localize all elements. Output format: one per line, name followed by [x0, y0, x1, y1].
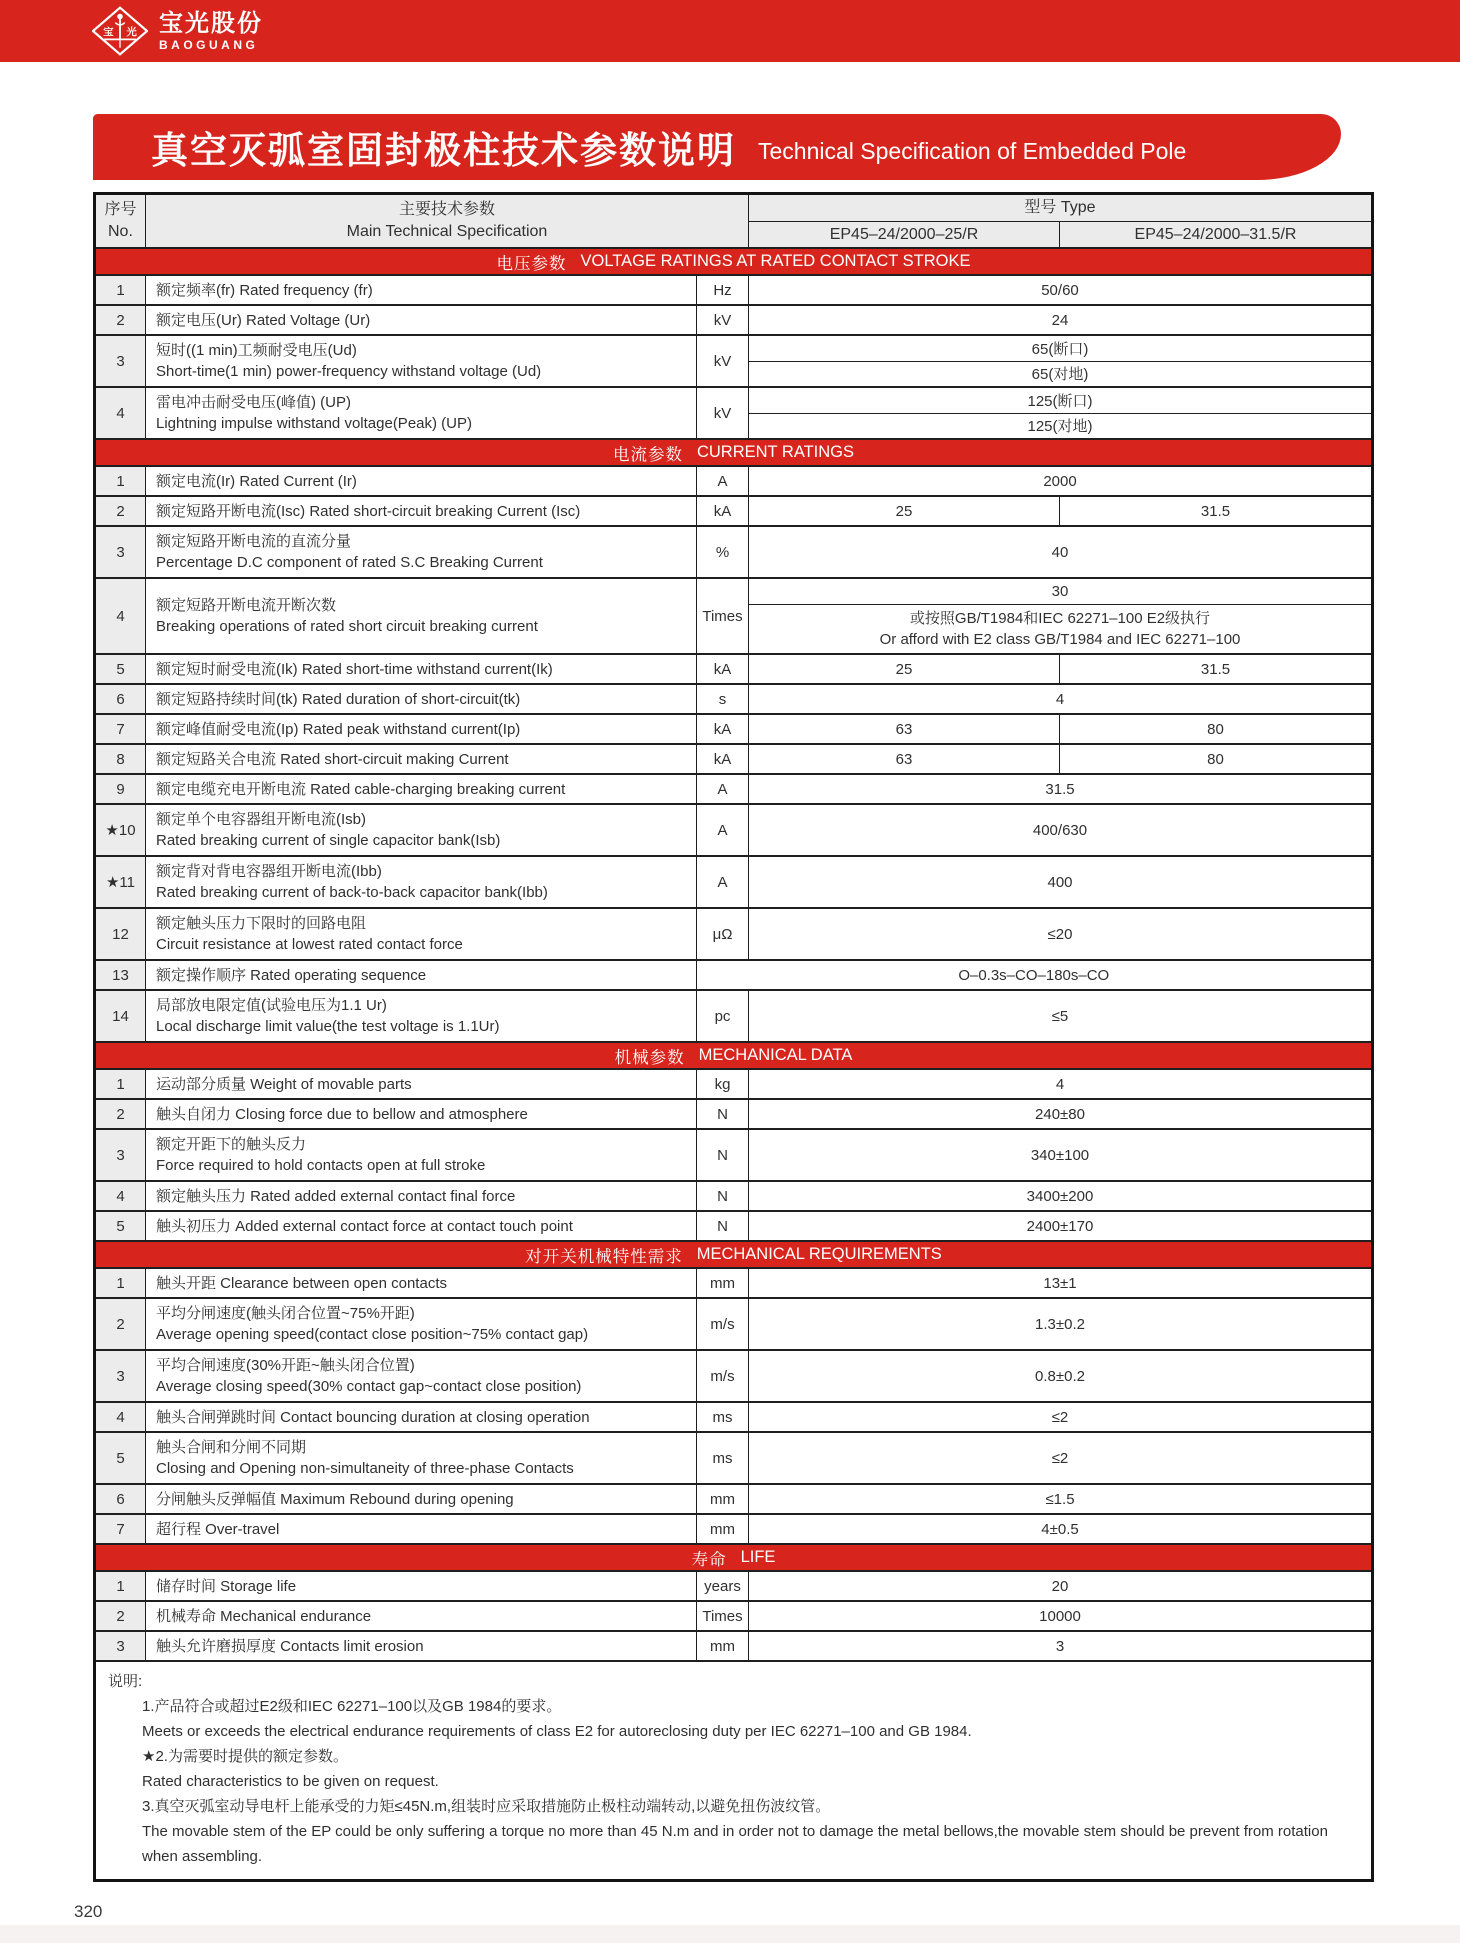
- row-number: 5: [96, 655, 146, 683]
- table-row: [96, 1070, 1371, 1100]
- row-value: 2000: [1043, 472, 1077, 490]
- row-number: 3: [96, 1351, 146, 1401]
- row-label: 触头合闸弹跳时间 Contact bouncing duration at closing operation: [146, 1403, 697, 1431]
- row-label: 额定短时耐受电流(Ik) Rated short-time withstand current(Ik): [146, 655, 697, 683]
- row-number: 13: [96, 961, 146, 989]
- row-label: 触头开距 Clearance between open contacts: [146, 1269, 697, 1297]
- row-value-merged: O–0.3s–CO–180s–CO: [958, 966, 1110, 984]
- row-value: 4: [1055, 690, 1065, 708]
- spec-table: [93, 192, 1374, 1882]
- table-row: [96, 1351, 1371, 1403]
- table-row: [96, 1403, 1371, 1433]
- table-row: [96, 857, 1371, 909]
- row-label: 触头自闭力 Closing force due to bellow and atmosphere: [146, 1100, 697, 1128]
- row-unit: ms: [697, 1433, 749, 1483]
- row-value: 13±1: [1043, 1274, 1077, 1292]
- table-row: [96, 1182, 1371, 1212]
- row-unit: N: [697, 1182, 749, 1210]
- row-number: 8: [96, 745, 146, 773]
- row-value-type2: 80: [1207, 750, 1224, 768]
- table-row: [96, 388, 1371, 440]
- row-unit: m/s: [697, 1351, 749, 1401]
- table-row: [96, 1485, 1371, 1515]
- table-row: [96, 655, 1371, 685]
- row-number: 3: [96, 527, 146, 577]
- table-row: [96, 775, 1371, 805]
- row-value: 400: [1047, 873, 1073, 891]
- row-unit: N: [697, 1100, 749, 1128]
- row-unit: N: [697, 1212, 749, 1240]
- row-value: 1.3±0.2: [1035, 1315, 1085, 1333]
- page-title-banner: [93, 114, 1341, 180]
- row-number: 1: [96, 467, 146, 495]
- row-value: 31.5: [1045, 780, 1075, 798]
- row-unit: kA: [697, 745, 749, 773]
- section-bar-mechanical-data: 机械参数 MECHANICAL DATA: [96, 1043, 1371, 1070]
- row-value: 4: [1055, 1075, 1065, 1093]
- row-unit: kA: [697, 497, 749, 525]
- header-type-2: EP45–24/2000–31.5/R: [1134, 225, 1297, 243]
- row-value: ≤2: [1051, 1449, 1069, 1467]
- table-row: [96, 1572, 1371, 1602]
- row-number: 5: [96, 1433, 146, 1483]
- row-number: 2: [96, 306, 146, 334]
- table-row: [96, 1212, 1371, 1242]
- section-bar-mechanical-requirements: 对开关机械特性需求 MECHANICAL REQUIREMENTS: [96, 1242, 1371, 1269]
- table-row: [96, 306, 1371, 336]
- row-label: 平均合闸速度(30%开距~触头闭合位置) Average closing speed(30% contact gap~contact close position): [146, 1351, 697, 1401]
- table-row: [96, 467, 1371, 497]
- header-type-1: EP45–24/2000–25/R: [749, 222, 1060, 247]
- row-value: ≤20: [1047, 925, 1073, 943]
- table-row: [96, 1433, 1371, 1485]
- row-number: 2: [96, 1299, 146, 1349]
- row-value-type2: 31.5: [1200, 502, 1231, 520]
- row-value: 20: [1051, 1577, 1069, 1595]
- table-row: [96, 909, 1371, 961]
- row-number: 9: [96, 775, 146, 803]
- row-number: 4: [96, 579, 146, 653]
- row-value-stack: 65(断口) 65(对地): [749, 336, 1371, 386]
- row-label: 额定短路关合电流 Rated short-circuit making Current: [146, 745, 697, 773]
- row-label: 局部放电限定值(试验电压为1.1 Ur) Local discharge limit value(the test voltage is 1.1Ur): [146, 991, 697, 1041]
- note-line: ★2.为需要时提供的额定参数。: [142, 1748, 348, 1765]
- row-value-stack: 30 或按照GB/T1984和IEC 62271–100 E2级执行 Or afford with E2 class GB/T1984 and IEC 62271–100: [749, 579, 1371, 653]
- row-value: ≤5: [1051, 1007, 1069, 1025]
- row-value-type1: 63: [749, 745, 1060, 773]
- table-row: [96, 1130, 1371, 1182]
- row-value: 10000: [1039, 1607, 1081, 1625]
- table-row: [96, 497, 1371, 527]
- row-value-type1: 63: [749, 715, 1060, 743]
- section-bar-current: 电流参数 CURRENT RATINGS: [96, 440, 1371, 467]
- row-label: 分闸触头反弹幅值 Maximum Rebound during opening: [146, 1485, 697, 1513]
- row-unit: pc: [697, 991, 749, 1041]
- table-row: [96, 745, 1371, 775]
- row-label: 短时((1 min)工频耐受电压(Ud) Short-time(1 min) power-frequency withstand voltage (Ud): [146, 336, 697, 386]
- row-unit: N: [697, 1130, 749, 1180]
- row-label: 雷电冲击耐受电压(峰值) (UP) Lightning impulse withstand voltage(Peak) (UP): [146, 388, 697, 438]
- row-label: 额定峰值耐受电流(Ip) Rated peak withstand current(Ip): [146, 715, 697, 743]
- table-row: [96, 527, 1371, 579]
- row-value-type1: 25: [749, 655, 1060, 683]
- row-unit: A: [697, 467, 749, 495]
- row-value: 4±0.5: [1041, 1520, 1079, 1538]
- row-unit: kV: [697, 306, 749, 334]
- row-label: 额定电缆充电开断电流 Rated cable-charging breaking current: [146, 775, 697, 803]
- row-number: 1: [96, 276, 146, 304]
- row-label: 额定短路持续时间(tk) Rated duration of short-circuit(tk): [146, 685, 697, 713]
- row-unit: years: [697, 1572, 749, 1600]
- row-number: 2: [96, 497, 146, 525]
- row-label: 运动部分质量 Weight of movable parts: [146, 1070, 697, 1098]
- note-line: Meets or exceeds the electrical endurance requirements of class E2 for autoreclosing duty per IEC 62271–100 and GB 1984.: [142, 1723, 972, 1740]
- row-number: 2: [96, 1602, 146, 1630]
- table-row: [96, 685, 1371, 715]
- row-value: 24: [1051, 311, 1069, 329]
- svg-text:宝: 宝: [103, 27, 114, 39]
- table-row: [96, 991, 1371, 1043]
- row-number: 2: [96, 1100, 146, 1128]
- row-label: 额定开距下的触头反力 Force required to hold contacts open at full stroke: [146, 1130, 697, 1180]
- note-line: Rated characteristics to be given on request.: [142, 1773, 439, 1790]
- row-unit: s: [697, 685, 749, 713]
- row-label: 超行程 Over-travel: [146, 1515, 697, 1543]
- row-value: 3400±200: [1026, 1187, 1094, 1205]
- table-row: [96, 1632, 1371, 1662]
- row-number: 7: [96, 715, 146, 743]
- row-unit: Hz: [697, 276, 749, 304]
- row-label: 额定单个电容器组开断电流(Isb) Rated breaking current of single capacitor bank(Isb): [146, 805, 697, 855]
- row-number: 1: [96, 1572, 146, 1600]
- table-row: [96, 579, 1371, 655]
- row-unit: ms: [697, 1403, 749, 1431]
- row-unit: %: [697, 527, 749, 577]
- row-label: 额定频率(fr) Rated frequency (fr): [146, 276, 697, 304]
- row-unit: kg: [697, 1070, 749, 1098]
- row-number: 3: [96, 336, 146, 386]
- row-value-type1: 25: [749, 497, 1060, 525]
- row-unit: mm: [697, 1485, 749, 1513]
- section-bar-life: 寿命 LIFE: [96, 1545, 1371, 1572]
- row-number: 1: [96, 1070, 146, 1098]
- row-value: 340±100: [1030, 1146, 1090, 1164]
- page-title-en: Technical Specification of Embedded Pole: [758, 137, 1187, 164]
- row-number: 3: [96, 1130, 146, 1180]
- row-label: 额定短路开断电流开断次数 Breaking operations of rated short circuit breaking current: [146, 579, 697, 653]
- top-brand-bar: [0, 0, 1460, 62]
- note-line: 1.产品符合或超过E2级和IEC 62271–100以及GB 1984的要求。: [142, 1698, 562, 1715]
- row-number: 12: [96, 909, 146, 959]
- baoguang-diamond-logo-icon: [92, 6, 148, 56]
- baoguang-logo: [92, 6, 263, 56]
- table-row: [96, 1515, 1371, 1545]
- row-label: 机械寿命 Mechanical endurance: [146, 1602, 697, 1630]
- row-value: 3: [1055, 1637, 1065, 1655]
- footer-strip: [0, 1925, 1460, 1943]
- row-value: 40: [1051, 543, 1069, 561]
- row-number: 5: [96, 1212, 146, 1240]
- row-unit: A: [697, 775, 749, 803]
- section-bar-voltage: 电压参数 VOLTAGE RATINGS AT RATED CONTACT STROKE: [96, 249, 1371, 276]
- table-row: [96, 1299, 1371, 1351]
- table-row: [96, 715, 1371, 745]
- note-line: The movable stem of the EP could be only suffering a torque no more than 45 N.m and in order not to damage the metal bellows,the movable stem should be prevent from rotation when assembling.: [142, 1823, 1328, 1865]
- table-row: [96, 805, 1371, 857]
- header-main-spec: 主要技术参数 Main Technical Specification: [146, 195, 749, 247]
- row-label: 额定电流(Ir) Rated Current (Ir): [146, 467, 697, 495]
- row-label: 额定操作顺序 Rated operating sequence: [146, 961, 697, 989]
- row-label: 触头允许磨损厚度 Contacts limit erosion: [146, 1632, 697, 1660]
- table-row: [96, 336, 1371, 388]
- row-value-stack: 125(断口) 125(对地): [749, 388, 1371, 438]
- row-unit: μΩ: [697, 909, 749, 959]
- row-label: 平均分闸速度(触头闭合位置~75%开距) Average opening speed(contact close position~75% contact gap): [146, 1299, 697, 1349]
- row-number: 6: [96, 685, 146, 713]
- row-number: 3: [96, 1632, 146, 1660]
- row-unit: kA: [697, 655, 749, 683]
- notes-block: [96, 1662, 1371, 1879]
- row-number: 4: [96, 1182, 146, 1210]
- table-row: [96, 276, 1371, 306]
- row-unit: Times: [697, 579, 749, 653]
- row-label: 触头初压力 Added external contact force at contact touch point: [146, 1212, 697, 1240]
- row-unit: m/s: [697, 1299, 749, 1349]
- row-number: 14: [96, 991, 146, 1041]
- row-label: 储存时间 Storage life: [146, 1572, 697, 1600]
- header-type-group: [749, 195, 1371, 247]
- svg-text:光: 光: [126, 27, 137, 39]
- row-number: 6: [96, 1485, 146, 1513]
- row-unit: mm: [697, 1632, 749, 1660]
- table-row: [96, 1269, 1371, 1299]
- row-unit: Times: [697, 1602, 749, 1630]
- table-row: [96, 1100, 1371, 1130]
- row-label: 额定触头压力 Rated added external contact final force: [146, 1182, 697, 1210]
- row-unit: kV: [697, 388, 749, 438]
- row-unit: A: [697, 857, 749, 907]
- brand-name-zh: 宝光股份: [159, 10, 263, 38]
- row-unit: kA: [697, 715, 749, 743]
- row-label: 额定电压(Ur) Rated Voltage (Ur): [146, 306, 697, 334]
- row-value: 240±80: [1035, 1105, 1085, 1123]
- row-value: 50/60: [1041, 281, 1079, 299]
- row-number: 4: [96, 388, 146, 438]
- table-header: [96, 195, 1371, 249]
- header-type-label: 型号 Type: [749, 195, 1371, 222]
- row-number: ★11: [96, 857, 146, 907]
- row-number: 4: [96, 1403, 146, 1431]
- row-unit: mm: [697, 1269, 749, 1297]
- row-label: 额定背对背电容器组开断电流(Ibb) Rated breaking current of back-to-back capacitor bank(Ibb): [146, 857, 697, 907]
- header-no: 序号 No.: [96, 195, 146, 247]
- note-line: 3.真空灭弧室动导电杆上能承受的力矩≤45N.m,组装时应采取措施防止极柱动端转动,以避免扭伤波纹管。: [142, 1798, 831, 1815]
- page-title-zh: 真空灭弧室固封极柱技术参数说明: [151, 130, 736, 171]
- row-unit: mm: [697, 1515, 749, 1543]
- table-row: [96, 1602, 1371, 1632]
- brand-name-en: BAOGUANG: [159, 37, 259, 52]
- page-number: 320: [74, 1902, 103, 1921]
- row-unit: A: [697, 805, 749, 855]
- table-row: [96, 961, 1371, 991]
- row-number: 7: [96, 1515, 146, 1543]
- row-number: 1: [96, 1269, 146, 1297]
- row-label: 额定触头压力下限时的回路电阻 Circuit resistance at lowest rated contact force: [146, 909, 697, 959]
- row-label: 额定短路开断电流(Isc) Rated short-circuit breaking Current (Isc): [146, 497, 697, 525]
- row-value-type2: 31.5: [1200, 660, 1231, 678]
- row-value: 400/630: [1032, 821, 1088, 839]
- row-value: 0.8±0.2: [1035, 1367, 1085, 1385]
- row-number: ★10: [96, 805, 146, 855]
- row-label: 触头合闸和分闸不同期 Closing and Opening non-simultaneity of three-phase Contacts: [146, 1433, 697, 1483]
- row-unit: kV: [697, 336, 749, 386]
- row-label: 额定短路开断电流的直流分量 Percentage D.C component of rated S.C Breaking Current: [146, 527, 697, 577]
- row-value: 2400±170: [1026, 1217, 1094, 1235]
- row-value: ≤2: [1051, 1408, 1069, 1426]
- row-value: ≤1.5: [1045, 1490, 1075, 1508]
- row-value-type2: 80: [1207, 720, 1224, 738]
- notes-heading: 说明:: [108, 1673, 143, 1690]
